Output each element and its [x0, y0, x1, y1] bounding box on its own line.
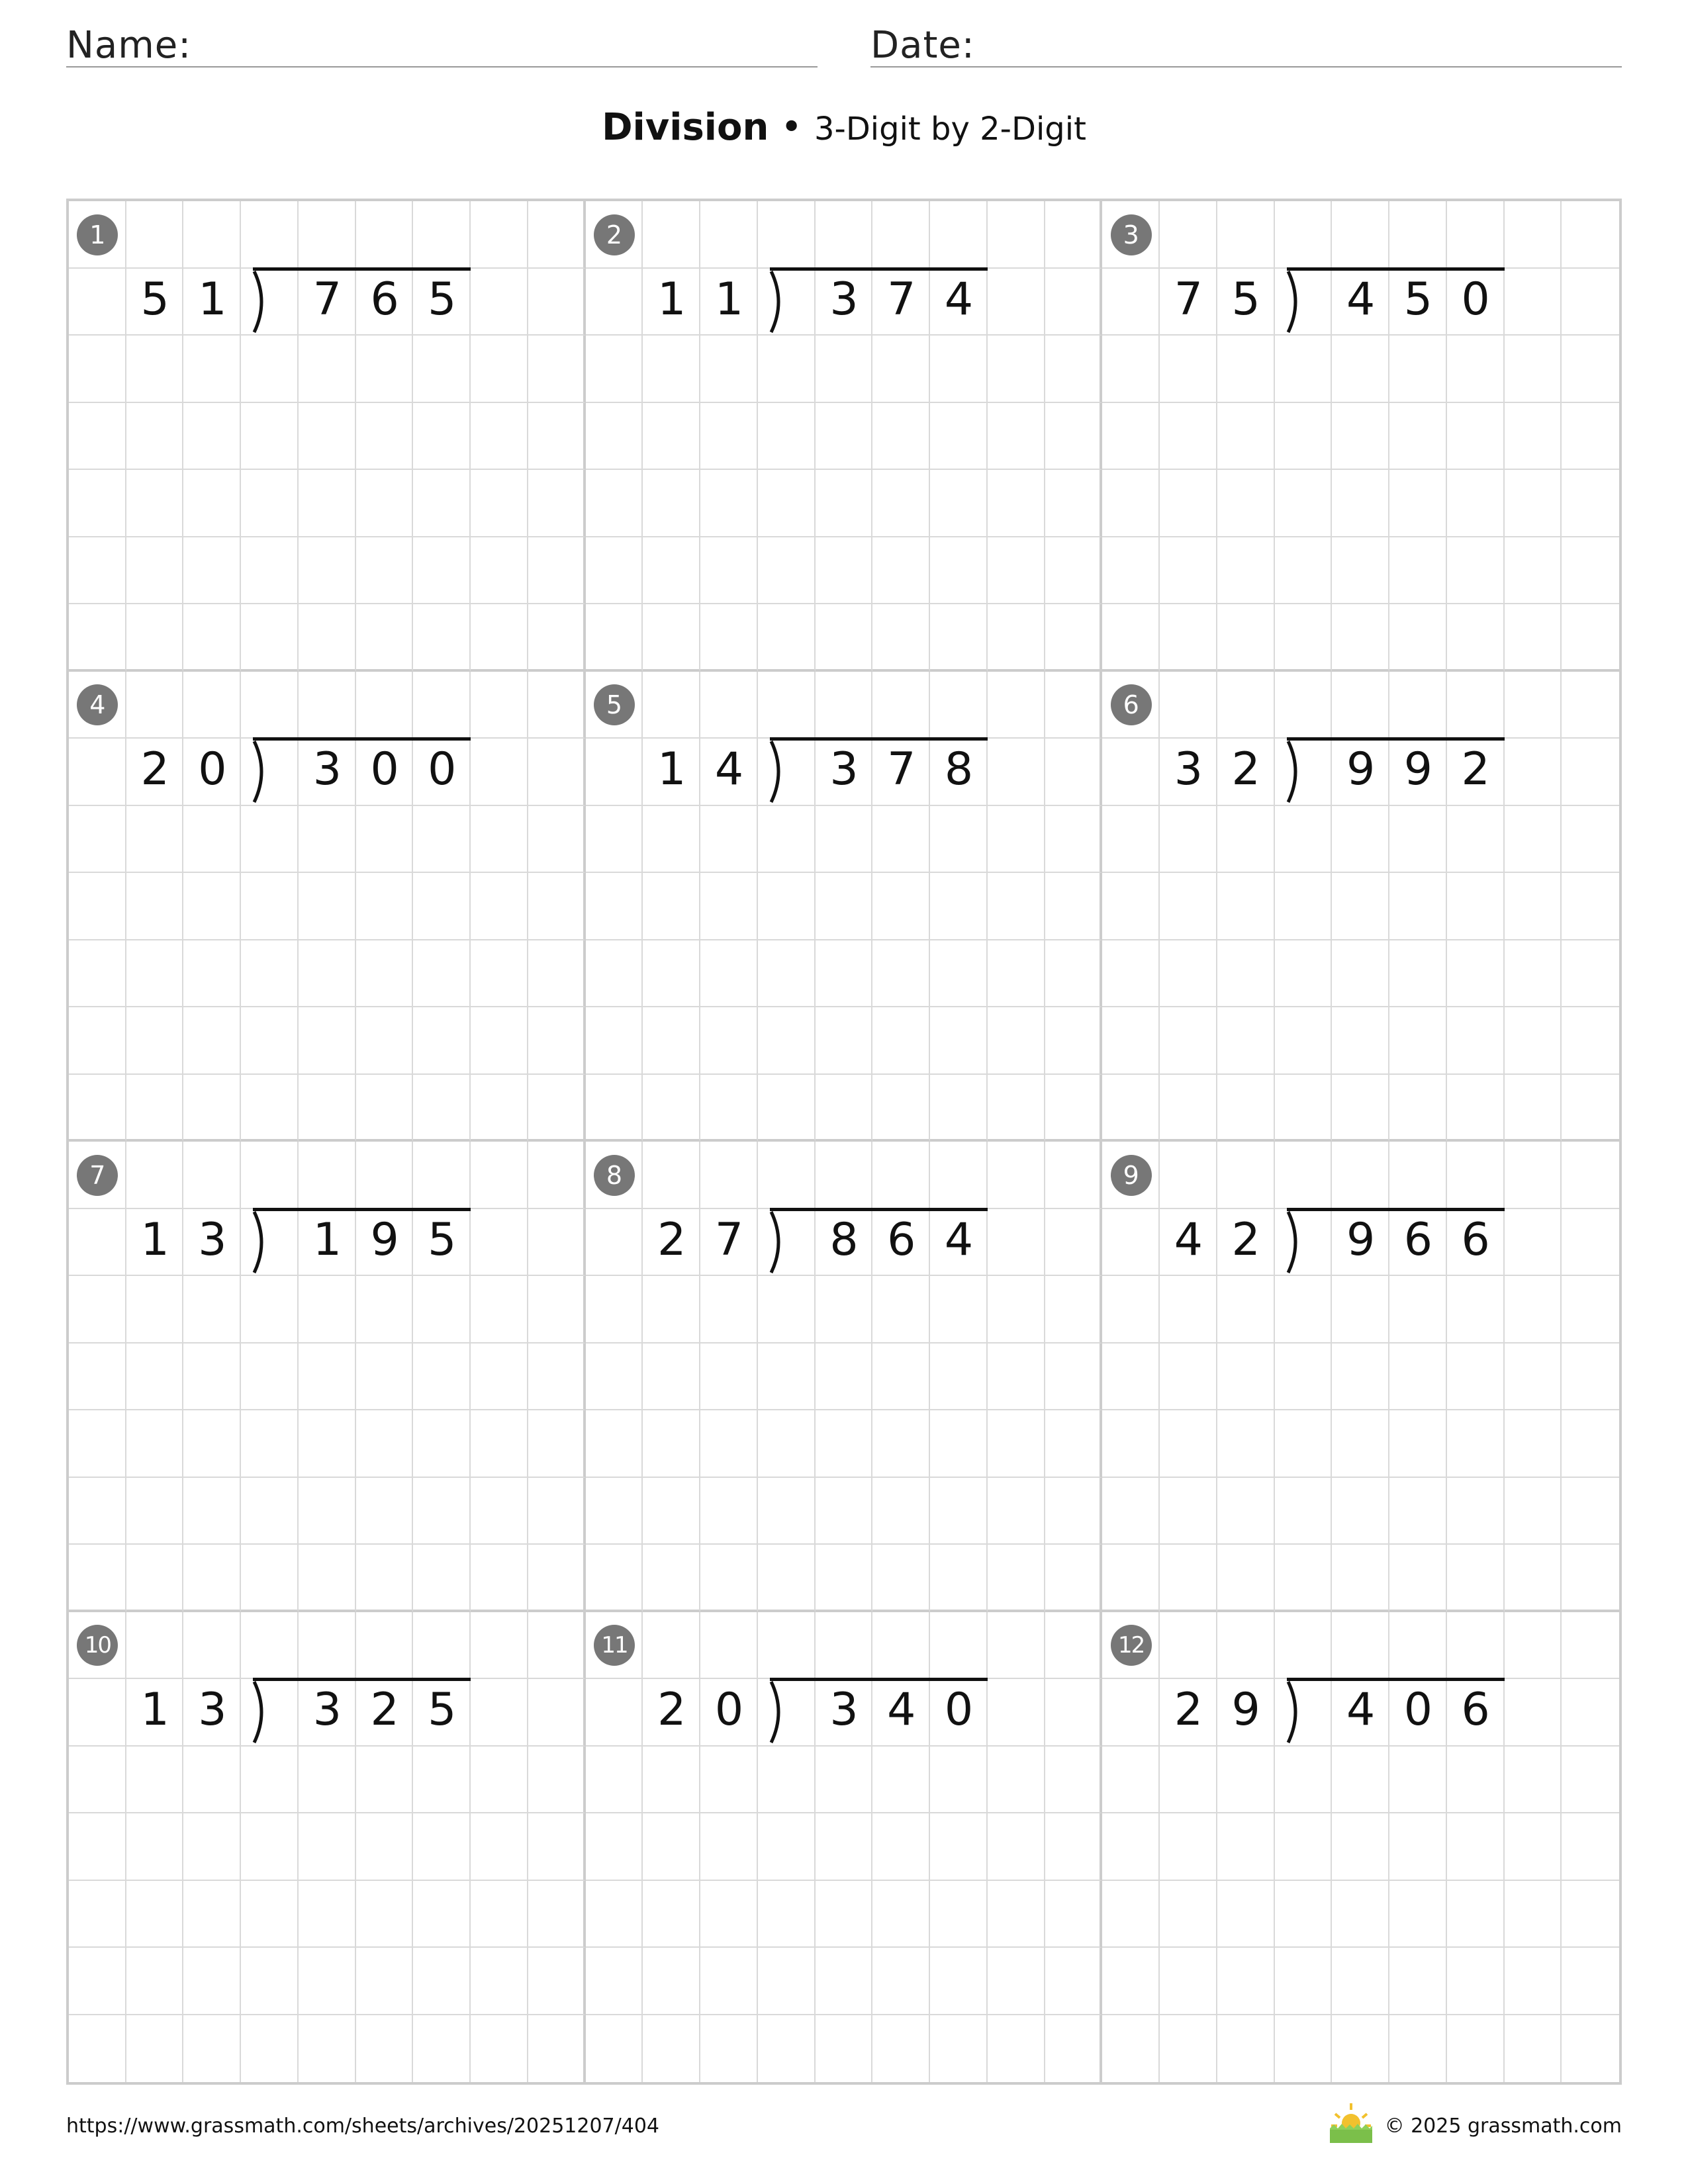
dividend-digit: 4	[944, 1213, 974, 1266]
dividend-digit: 5	[1403, 273, 1433, 326]
dividend-digit: 8	[829, 1213, 859, 1266]
problem-number-badge: 7	[77, 1155, 118, 1196]
name-label: Name:	[66, 24, 192, 67]
dividend-digit: 9	[1403, 743, 1433, 796]
dividend-digit: 7	[887, 743, 916, 796]
footer-copyright: © 2025 grassmath.com	[1384, 2115, 1622, 2138]
dividend-digit: 0	[1461, 273, 1490, 326]
dividend-digit: 9	[370, 1213, 399, 1266]
dividend-digit: 7	[887, 273, 916, 326]
division-problem	[586, 201, 1103, 672]
dividend-digit: 0	[428, 743, 457, 796]
division-bracket	[769, 1679, 787, 1745]
divisor-digit: 1	[140, 1213, 169, 1266]
division-bracket	[769, 1209, 787, 1275]
divisor-digit: 2	[1231, 1213, 1260, 1266]
division-bracket	[252, 1209, 270, 1275]
dividend-digit: 6	[887, 1213, 916, 1266]
dividend-digit: 6	[1403, 1213, 1433, 1266]
dividend-digit: 3	[312, 743, 342, 796]
divisor-digit: 3	[198, 1684, 227, 1736]
dividend-digit: 5	[428, 1213, 457, 1266]
dividend-digit: 0	[944, 1684, 974, 1736]
dividend-digit: 4	[1346, 273, 1376, 326]
division-bracket	[1286, 739, 1304, 805]
problem-number-badge: 3	[1111, 214, 1152, 255]
problem-number-badge: 5	[594, 684, 635, 725]
division-problem	[1102, 201, 1619, 672]
problem-number-badge: 9	[1111, 1155, 1152, 1196]
division-problem	[69, 201, 586, 672]
division-problem	[586, 672, 1103, 1142]
divisor-digit: 0	[198, 743, 227, 796]
divisor-digit: 1	[140, 1684, 169, 1736]
dividend-digit: 3	[312, 1684, 342, 1736]
problem-number-badge: 6	[1111, 684, 1152, 725]
title-main: Division	[602, 106, 769, 149]
worksheet-grid	[66, 199, 1622, 2085]
title-separator: •	[780, 106, 803, 149]
footer-url: https://www.grassmath.com/sheets/archives/20251207/404	[66, 2115, 660, 2138]
division-bracket	[1286, 1209, 1304, 1275]
dividend-digit: 4	[1346, 1684, 1376, 1736]
dividend-digit: 1	[312, 1213, 342, 1266]
dividend-digit: 5	[428, 273, 457, 326]
dividend-digit: 0	[370, 743, 399, 796]
name-field-line[interactable]	[66, 66, 818, 68]
dividend-digit: 7	[312, 273, 342, 326]
divisor-digit: 5	[1231, 273, 1260, 326]
division-problem	[69, 1612, 586, 2083]
dividend-digit: 3	[829, 273, 859, 326]
divisor-digit: 9	[1231, 1684, 1260, 1736]
dividend-digit: 6	[1461, 1684, 1490, 1736]
division-problem	[1102, 1612, 1619, 2083]
dividend-digit: 4	[887, 1684, 916, 1736]
dividend-digit: 3	[829, 743, 859, 796]
division-bracket	[252, 1679, 270, 1745]
dividend-digit: 0	[1403, 1684, 1433, 1736]
divisor-digit: 4	[1174, 1213, 1203, 1266]
divisor-digit: 7	[1174, 273, 1203, 326]
division-problem	[69, 1142, 586, 1612]
divisor-digit: 1	[198, 273, 227, 326]
division-problem	[1102, 672, 1619, 1142]
dividend-digit: 5	[428, 1684, 457, 1736]
dividend-digit: 9	[1346, 1213, 1376, 1266]
division-problem	[586, 1142, 1103, 1612]
problem-number-badge: 8	[594, 1155, 635, 1196]
divisor-digit: 1	[657, 743, 686, 796]
date-field-line[interactable]	[870, 66, 1622, 68]
problem-number-badge: 4	[77, 684, 118, 725]
divisor-digit: 5	[140, 273, 169, 326]
dividend-digit: 2	[370, 1684, 399, 1736]
dividend-digit: 8	[944, 743, 974, 796]
worksheet-title	[0, 106, 1688, 149]
dividend-digit: 6	[1461, 1213, 1490, 1266]
divisor-digit: 2	[657, 1213, 686, 1266]
problem-number-badge: 1	[77, 214, 118, 255]
divisor-digit: 3	[1174, 743, 1203, 796]
division-problem	[1102, 1142, 1619, 1612]
dividend-digit: 2	[1461, 743, 1490, 796]
divisor-digit: 2	[1231, 743, 1260, 796]
divisor-digit: 3	[198, 1213, 227, 1266]
dividend-digit: 6	[370, 273, 399, 326]
division-bracket	[1286, 1679, 1304, 1745]
dividend-digit: 4	[944, 273, 974, 326]
problem-number-badge: 2	[594, 214, 635, 255]
division-problem	[586, 1612, 1103, 2083]
title-subtitle: 3-Digit by 2-Digit	[814, 111, 1086, 148]
divisor-digit: 2	[657, 1684, 686, 1736]
divisor-digit: 2	[140, 743, 169, 796]
date-label: Date:	[870, 24, 975, 67]
division-bracket	[1286, 269, 1304, 335]
sun-over-grass-logo-icon	[1327, 2099, 1375, 2147]
division-problem	[69, 672, 586, 1142]
problem-number-badge: 12	[1111, 1625, 1152, 1666]
problem-number-badge: 10	[77, 1625, 118, 1666]
divisor-digit: 7	[714, 1213, 744, 1266]
division-bracket	[769, 739, 787, 805]
division-bracket	[252, 739, 270, 805]
dividend-digit: 9	[1346, 743, 1376, 796]
divisor-digit: 0	[714, 1684, 744, 1736]
problem-number-badge: 11	[594, 1625, 635, 1666]
divisor-digit: 2	[1174, 1684, 1203, 1736]
division-bracket	[769, 269, 787, 335]
divisor-digit: 1	[714, 273, 744, 326]
divisor-digit: 1	[657, 273, 686, 326]
divisor-digit: 4	[714, 743, 744, 796]
division-bracket	[252, 269, 270, 335]
dividend-digit: 3	[829, 1684, 859, 1736]
